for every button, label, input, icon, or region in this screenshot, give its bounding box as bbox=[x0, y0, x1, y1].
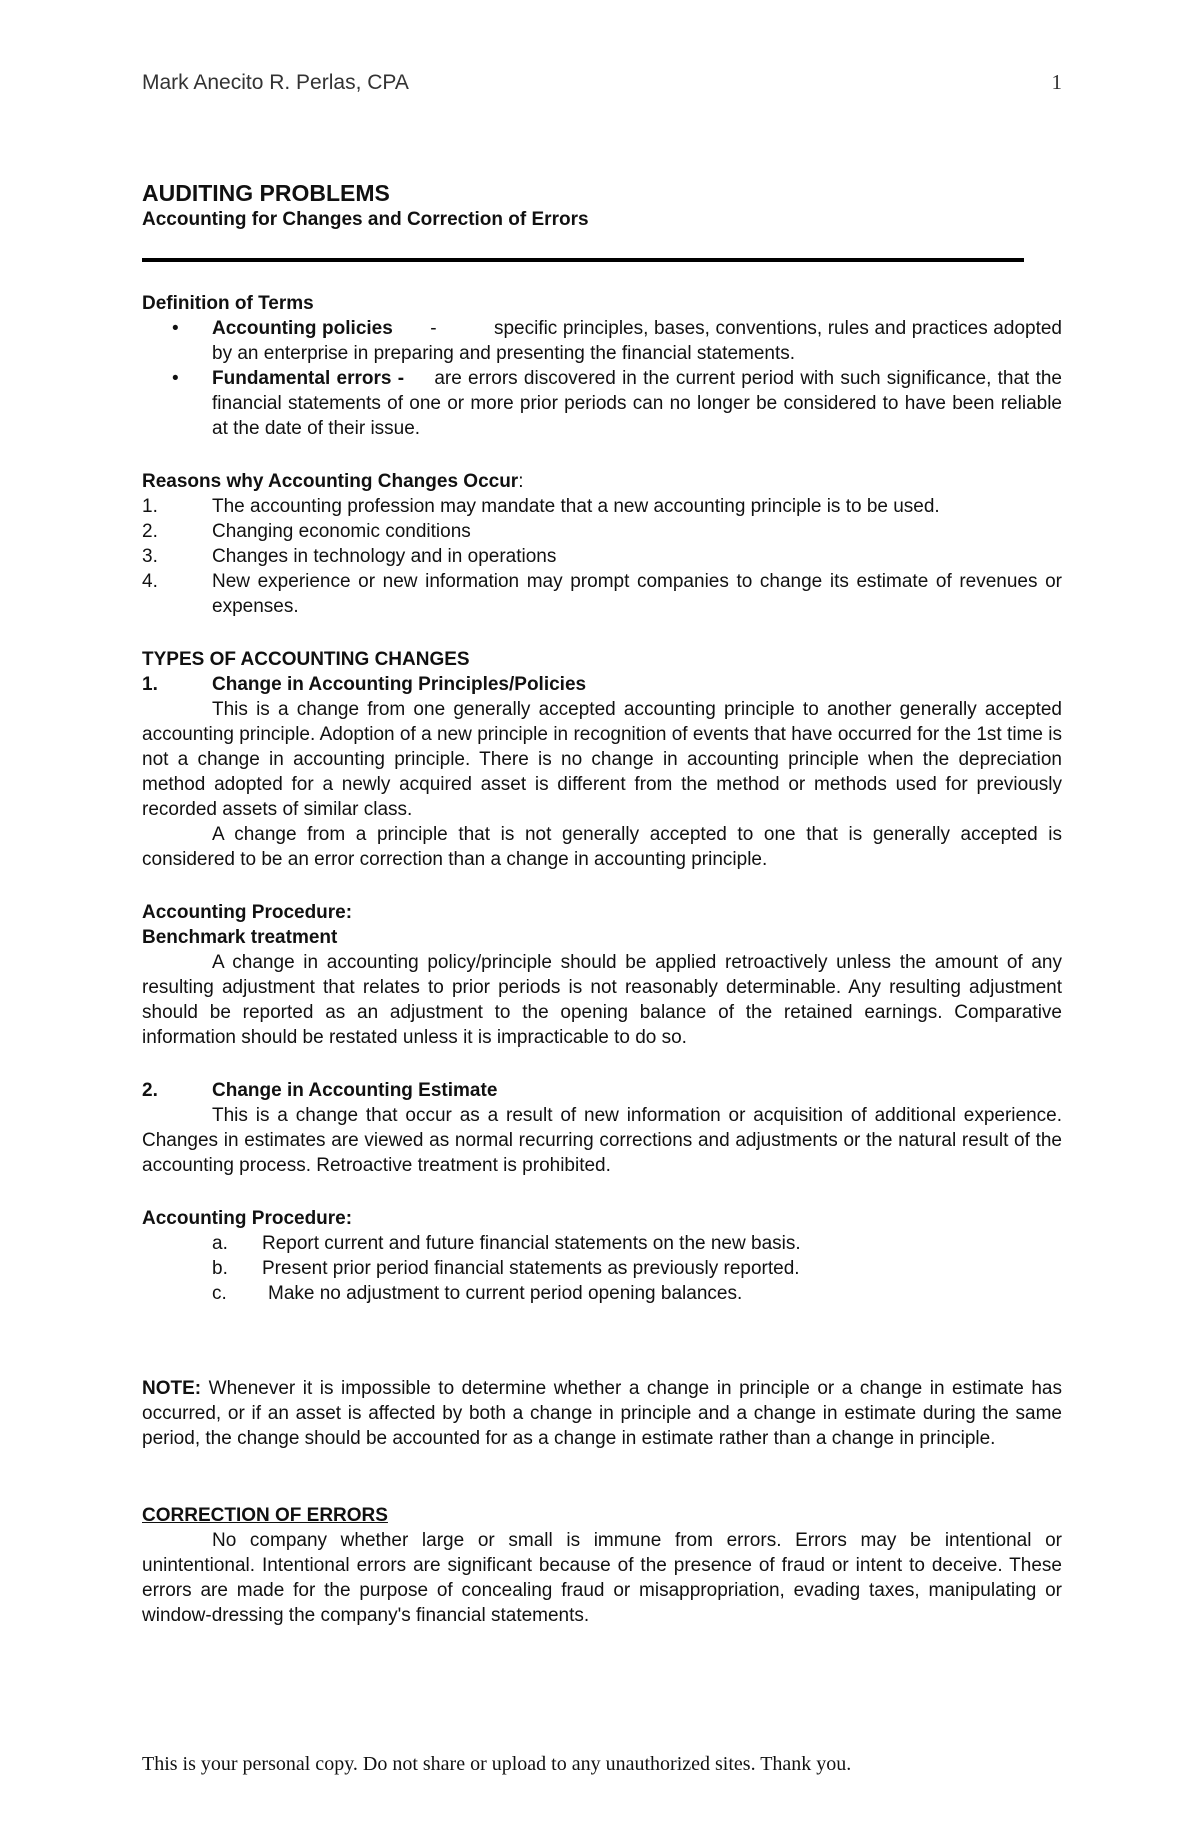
list-number: 2. bbox=[142, 521, 158, 542]
change-estimate-paragraph: This is a change that occur as a result of new information or acquisition of additional experience. Changes in estimates are viewed as normal recurring corrections and adjustments or the natural result of the accounting process. Retroactive treatment is prohibited. bbox=[142, 1105, 1062, 1176]
note-label: NOTE: bbox=[142, 1378, 202, 1399]
list-item bbox=[142, 494, 1062, 519]
list-text: Report current and future financial statements on the new basis. bbox=[262, 1233, 801, 1254]
list-letter: b. bbox=[212, 1258, 228, 1279]
list-item bbox=[142, 519, 1062, 544]
list-number: 1. bbox=[142, 496, 158, 517]
bullet-icon: • bbox=[172, 318, 179, 339]
section-title: Change in Accounting Principles/Policies bbox=[212, 674, 587, 695]
note-paragraph bbox=[142, 1376, 1062, 1451]
definitions-heading: Definition of Terms bbox=[142, 293, 314, 314]
list-letter: a. bbox=[212, 1233, 228, 1254]
page-number: 1 bbox=[1051, 70, 1062, 94]
list-item bbox=[142, 569, 1062, 619]
definition-item bbox=[142, 366, 1062, 441]
list-number: 3. bbox=[142, 546, 158, 567]
list-text: The accounting profession may mandate that a new accounting principle is to be used. bbox=[212, 496, 940, 517]
author-name: Mark Anecito R. Perlas, CPA bbox=[142, 71, 409, 94]
definition-text: specific principles, bases, conventions, rules and practices adopted by an enterprise in preparing and presenting the financial statements. bbox=[212, 318, 1062, 364]
reasons-heading-text: Reasons why Accounting Changes Occur bbox=[142, 471, 519, 492]
procedure-list bbox=[142, 1231, 1062, 1306]
definition-term: Fundamental errors - bbox=[212, 368, 405, 389]
definition-item bbox=[142, 316, 1062, 366]
benchmark-heading: Benchmark treatment bbox=[142, 927, 338, 948]
reasons-list bbox=[142, 494, 1062, 619]
correction-paragraph: No company whether large or small is immune from errors. Errors may be intentional or unintentional. Intentional errors are significant because of the presence of fraud or intent to deceive. These errors are made for the purpose of concealing fraud or misappropriation, evading taxes, manipulating or window-dressing the company's financial statements. bbox=[142, 1530, 1062, 1626]
change-principles-paragraph-2: A change from a principle that is not generally accepted to one that is generally accepted is considered to be an error correction than a change in accounting principle. bbox=[142, 824, 1062, 870]
list-text: Present prior period financial statements as previously reported. bbox=[262, 1258, 800, 1279]
list-item bbox=[142, 544, 1062, 569]
types-heading: TYPES OF ACCOUNTING CHANGES bbox=[142, 649, 470, 670]
list-text: New experience or new information may prompt companies to change its estimate of revenues or expenses. bbox=[212, 571, 1062, 617]
procedure-heading-2: Accounting Procedure: bbox=[142, 1208, 353, 1229]
section-number: 1. bbox=[142, 674, 158, 695]
change-principles-paragraph: This is a change from one generally accepted accounting principle to another generally accepted accounting principle. Adoption of a new principle in recognition of events that have occurred for the 1st time is not a change in accounting principle. There is no change in accounting principle when the depreciation method adopted for a newly acquired asset is different from the method or methods used for previously recorded assets of similar class. bbox=[142, 699, 1062, 820]
list-text: Changes in technology and in operations bbox=[212, 546, 557, 567]
document-title: AUDITING PROBLEMS bbox=[142, 180, 390, 206]
list-text: Make no adjustment to current period opening balances. bbox=[268, 1283, 743, 1304]
document-subtitle: Accounting for Changes and Correction of Errors bbox=[142, 209, 589, 230]
definition-text: are errors discovered in the current period with such significance, that the financial statements of one or more prior periods can no longer be considered to have been reliable at the date of their issue. bbox=[212, 368, 1062, 439]
list-item bbox=[142, 1281, 1062, 1306]
section-number: 2. bbox=[142, 1080, 158, 1101]
section-title: Change in Accounting Estimate bbox=[212, 1080, 498, 1101]
document-page bbox=[142, 70, 1062, 1628]
procedure-heading: Accounting Procedure: bbox=[142, 902, 353, 923]
list-item bbox=[142, 1231, 1062, 1256]
title-divider bbox=[142, 258, 1024, 262]
benchmark-paragraph: A change in accounting policy/principle should be applied retroactively unless the amount of any resulting adjustment that relates to prior periods is not reasonably determinable. Any resulting adjustment should be reported as an adjustment to the opening balance of the retained earnings. Comparative information should be restated unless it is impracticable to do so. bbox=[142, 952, 1062, 1048]
page-header bbox=[142, 70, 1062, 95]
page-footer: This is your personal copy. Do not share or upload to any unauthorized sites. Thank you. bbox=[142, 1753, 852, 1775]
note-text: Whenever it is impossible to determine whether a change in principle or a change in estimate has occurred, or if an asset is affected by both a change in principle and a change in estimate during the same period, the change should be accounted for as a change in estimate rather than a change in principle. bbox=[142, 1378, 1063, 1449]
definitions-list bbox=[142, 316, 1062, 441]
definition-term: Accounting policies bbox=[212, 318, 393, 339]
change-estimate-heading bbox=[142, 1078, 1062, 1103]
definition-separator: - bbox=[430, 318, 437, 339]
list-letter: c. bbox=[212, 1283, 227, 1304]
bullet-icon: • bbox=[172, 368, 179, 389]
reasons-heading bbox=[142, 469, 1062, 494]
correction-heading: CORRECTION OF ERRORS bbox=[142, 1505, 388, 1526]
list-item bbox=[142, 1256, 1062, 1281]
change-principles-heading bbox=[142, 672, 1062, 697]
list-text: Changing economic conditions bbox=[212, 521, 471, 542]
list-number: 4. bbox=[142, 571, 158, 592]
reasons-heading-colon: : bbox=[518, 471, 524, 492]
